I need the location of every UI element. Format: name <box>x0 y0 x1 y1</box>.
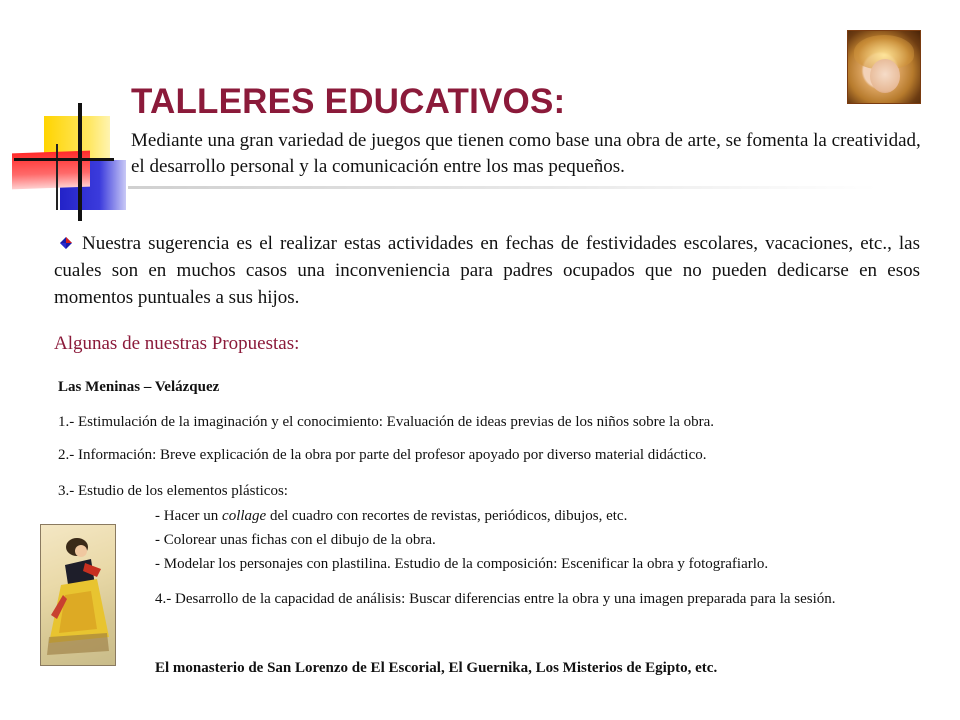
child-drawing-image <box>40 524 116 666</box>
decor-horizontal-line <box>14 158 114 161</box>
decor-vertical-line <box>78 103 82 221</box>
list-item-1: 1.- Estimulación de la imaginación y el conocimiento: Evaluación de ideas previas de los niños sobre la obra. <box>58 414 715 430</box>
sub-item-collage-italic: collage <box>222 508 267 524</box>
list-item-4: 4.- Desarrollo de la capacidad de análisis: Buscar diferencias entre la obra y una imagen preparada para la sesión. <box>155 591 836 607</box>
page-title: TALLERES EDUCATIVOS: <box>131 82 566 121</box>
list-item-2: 2.- Información: Breve explicación de la obra por parte del profesor apoyado por diverso material didáctico. <box>58 447 707 463</box>
intro-text: Mediante una gran variedad de juegos que tienen como base una obra de arte, se fomenta la creatividad, el desarrollo personal y la comunicación entre los mas pequeños. <box>131 130 921 177</box>
sub-item-colorear: - Colorear unas fichas con el dibujo de la obra. <box>155 532 436 548</box>
closing-line: El monasterio de San Lorenzo de El Escorial, El Guernika, Los Misterios de Egipto, etc. <box>155 660 718 676</box>
proposals-heading: Algunas de nuestras Propuestas: <box>54 333 300 354</box>
suggestion-paragraph: Nuestra sugerencia es el realizar estas actividades en fechas de festividades escolares, vacaciones, etc., las cuales son en muchos casos una inconveniencia para padres ocupados que no pueden dedicarse en esos momentos puntuales a sus hijos. <box>54 233 920 308</box>
infanta-portrait-image <box>847 30 921 104</box>
list-item-3: 3.- Estudio de los elementos plásticos: <box>58 483 288 499</box>
child-drawing-menina-icon <box>41 525 115 665</box>
sub-item-collage <box>155 506 627 526</box>
work-title: Las Meninas – Velázquez <box>58 379 220 395</box>
sub-item-modelar: - Modelar los personajes con plastilina. Estudio de la composición: Escenificar la obra y fotografiarlo. <box>155 556 769 572</box>
portrait-face <box>870 59 900 93</box>
decor-thin-line <box>56 144 58 210</box>
title-underline <box>128 186 878 189</box>
sub-item-collage-before: - Hacer un <box>155 508 223 524</box>
sub-item-collage-after: del cuadro con recortes de revistas, periódicos, dibujos, etc. <box>266 508 628 524</box>
diamond-bullet-icon <box>60 237 72 249</box>
